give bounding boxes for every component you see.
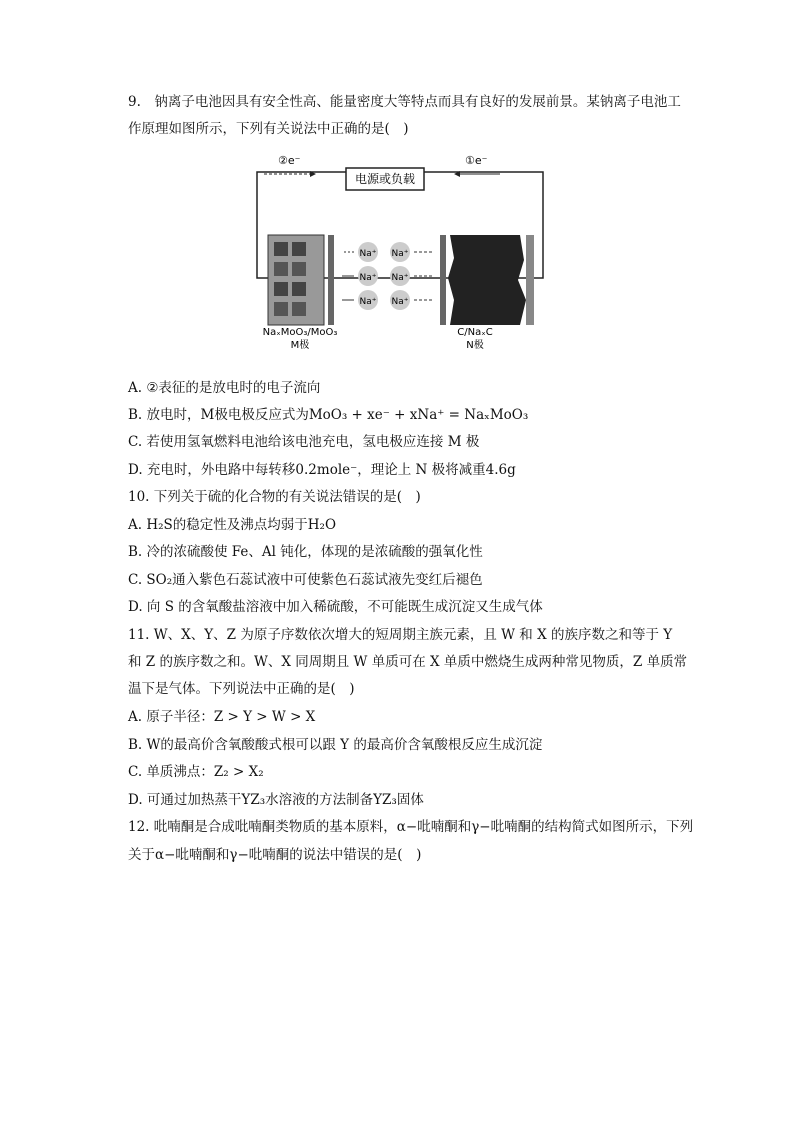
m-electrode-label: NaₓMoO₃/MoO₃: [262, 327, 338, 338]
na-ion-label: Na⁺: [391, 297, 409, 307]
separator-left: [328, 235, 334, 325]
q9-option-d: D. 充电时，外电路中每转移0.2mole⁻，理论上 N 极将减重4.6g: [128, 462, 516, 478]
na-ion-label: Na⁺: [359, 273, 377, 283]
na-ion-label: Na⁺: [391, 249, 409, 259]
q10-option-a: A. H₂S的稳定性及沸点均弱于H₂O: [128, 517, 337, 533]
q11-option-a: A. 原子半径：Z > Y > W > X: [128, 709, 316, 725]
q10-option-d: D. 向 S 的含氧酸盐溶液中加入稀硫酸，不可能既生成沉淀又生成气体: [128, 599, 543, 615]
q11-option-c: C. 单质沸点：Z₂ > X₂: [128, 764, 264, 780]
separator-right: [440, 235, 446, 325]
na-ion-label: Na⁺: [391, 273, 409, 283]
q9-option-b: B. 放电时，M极电极反应式为MoO₃ + xe⁻ + xNa⁺ = NaₓMoO₃: [128, 407, 529, 423]
q9-stem-line1: 9. 钠离子电池因具有安全性高、能量密度大等特点而具有良好的发展前景。某钠离子电池工: [128, 94, 681, 110]
electron-label-left: ②e⁻: [278, 154, 301, 167]
power-label: 电源或负载: [354, 172, 416, 186]
q11-stem-line2: 和 Z 的族序数之和。W、X 同周期且 W 单质可在 X 单质中燃烧生成两种常见物质，Z 单质常: [128, 654, 688, 670]
na-ion-label: Na⁺: [359, 249, 377, 259]
q11-stem-line3: 温下是气体。下列说法中正确的是( ): [128, 681, 355, 697]
electron-label-right: ①e⁻: [465, 154, 488, 167]
q10-option-c: C. SO₂通入紫色石蕊试液中可使紫色石蕊试液先变红后褪色: [128, 572, 483, 588]
q10-option-b: B. 冷的浓硫酸使 Fe、Al 钝化，体现的是浓硫酸的强氧化性: [128, 544, 483, 560]
n-electrode: [448, 235, 526, 325]
q11-option-d: D. 可通过加热蒸干YZ₃水溶液的方法制备YZ₃固体: [128, 792, 424, 808]
q11-option-b: B. W的最高价含氧酸酸式根可以跟 Y 的最高价含氧酸根反应生成沉淀: [128, 737, 543, 753]
q10-stem: 10. 下列关于硫的化合物的有关说法错误的是( ): [128, 489, 421, 505]
q9-option-a: A. ②表征的是放电时的电子流向: [128, 380, 321, 396]
q9-option-c: C. 若使用氢氧燃料电池给该电池充电，氢电极应连接 M 极: [128, 434, 480, 450]
q12-stem-line1: 12. 吡喃酮是合成吡喃酮类物质的基本原料，α−吡喃酮和γ−吡喃酮的结构简式如图所示，下列: [128, 819, 694, 835]
sodium-ion-battery-diagram: [250, 150, 550, 350]
n-electrode-name: N极: [466, 340, 484, 350]
q9-stem-line2: 作原理如图所示，下列有关说法中正确的是( ): [128, 121, 409, 137]
q12-stem-line2: 关于α−吡喃酮和γ−吡喃酮的说法中错误的是( ): [128, 847, 422, 863]
na-ion-label: Na⁺: [359, 297, 377, 307]
m-electrode-name: M极: [290, 340, 310, 350]
q11-stem-line1: 11. W、X、Y、Z 为原子序数依次增大的短周期主族元素，且 W 和 X 的族序数之和等于 Y: [128, 627, 673, 643]
n-electrode-label: C/NaₓC: [457, 327, 493, 338]
